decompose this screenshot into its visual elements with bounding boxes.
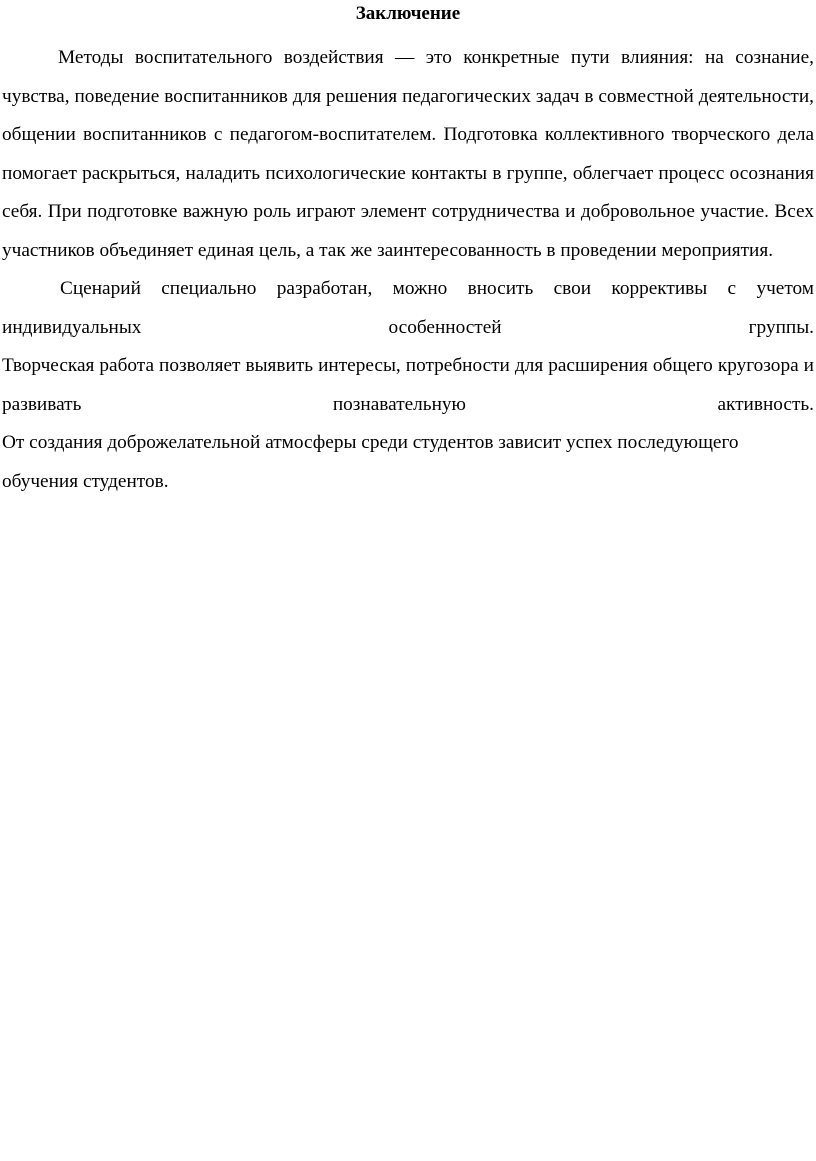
paragraph-methods-text: Методы воспитательного воздействия — это конкретные пути влияния: на сознание, чувства, поведение воспитанников для решения педагогических задач в совместной деятельности, общении воспитанников с педагогом-воспитателем. Подготовка коллективного творческого дела помогает раскрыться, наладить психологические контакты в группе, облегчает процесс осознания себя. При подготовке важную роль играют элемент сотрудничества и добровольное участие. Всех участников объединяет единая цель, а так же заинтересованность в проведении мероприятия.	[2, 47, 814, 261]
creative-work-sentence: Творческая работа позволяет выявить интересы, потребности для расширения общего кругозора и развивать познавательную активность.	[2, 355, 814, 415]
page-title: Заключение	[355, 3, 461, 24]
paragraph-scenario	[2, 270, 814, 501]
atmosphere-sentence: От создания доброжелательной атмосферы среди студентов зависит успех последующего обучения студентов.	[2, 432, 739, 492]
paragraph-methods	[2, 39, 814, 270]
scenario-sentence	[2, 270, 814, 347]
document-page	[2, 0, 814, 501]
scenario-sentence-text: Сценарий специально разработан, можно вносить свои коррективы с учетом индивидуальных особенностей группы.	[2, 278, 814, 338]
